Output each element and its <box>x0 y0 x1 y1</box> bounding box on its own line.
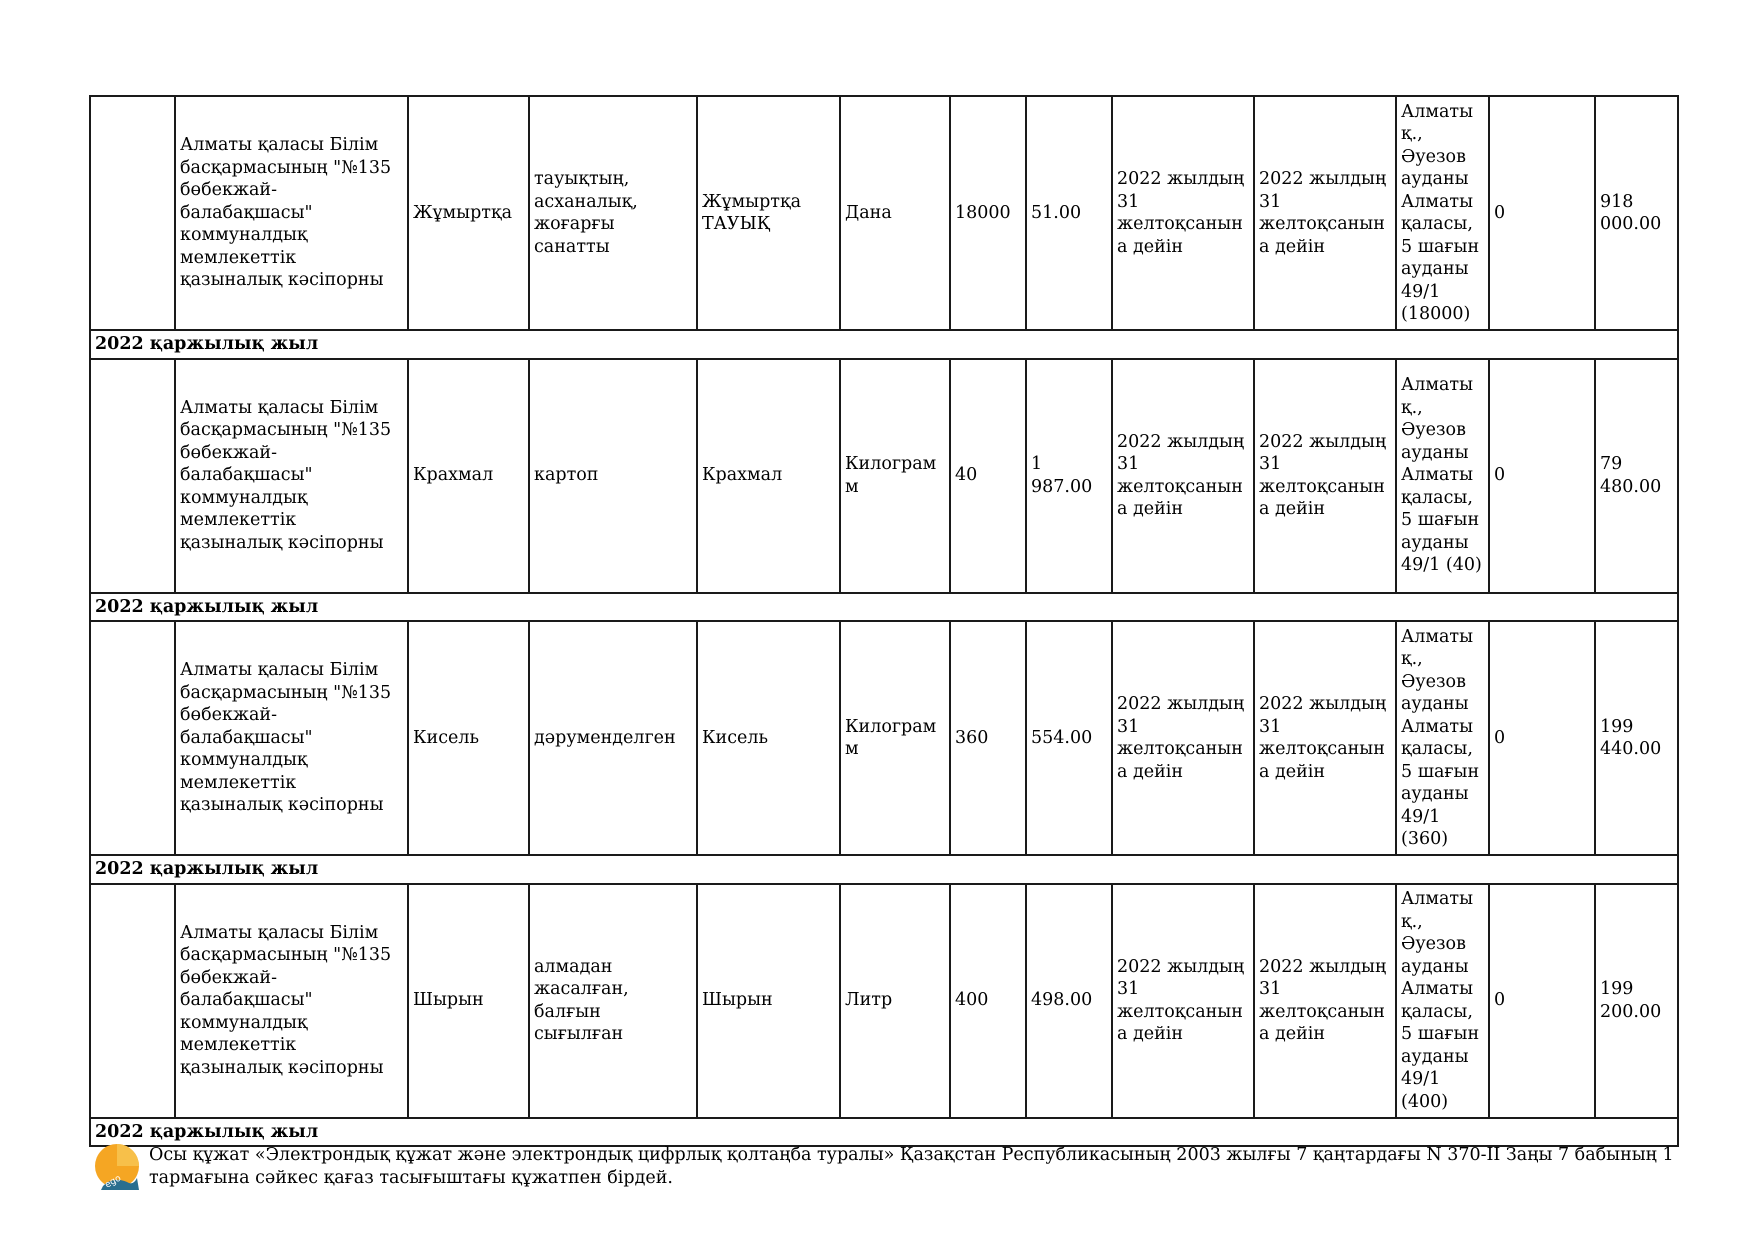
customer-cell: Алматы қаласы Білім басқармасының "№135 бөбекжай-балабақшасы" коммуналдық мемлекеттік қазыналық кәсіпорны <box>175 621 408 855</box>
unit-cell: Килограмм <box>840 359 950 593</box>
product-cell: Жұмыртқа <box>408 96 529 330</box>
advance-cell: 0 <box>1489 884 1595 1118</box>
contract-term-cell: 2022 жылдың 31 желтоқсанына дейін <box>1254 96 1396 330</box>
quantity-cell: 40 <box>950 359 1026 593</box>
fiscal-year-row <box>90 330 1678 359</box>
table-row <box>90 96 1678 330</box>
quantity-cell: 400 <box>950 884 1026 1118</box>
contract-term-cell: 2022 жылдың 31 желтоқсанына дейін <box>1254 884 1396 1118</box>
item-name-cell: Жұмыртқа ТАУЫҚ <box>697 96 840 330</box>
price-cell: 554.00 <box>1026 621 1112 855</box>
unit-cell: Дана <box>840 96 950 330</box>
product-cell: Шырын <box>408 884 529 1118</box>
price-cell: 1 987.00 <box>1026 359 1112 593</box>
fiscal-year-label: 2022 қаржылық жыл <box>90 330 1678 359</box>
contract-term-cell: 2022 жылдың 31 желтоқсанына дейін <box>1254 621 1396 855</box>
item-name-cell: Кисель <box>697 621 840 855</box>
delivery-term-cell: 2022 жылдың 31 желтоқсанына дейін <box>1112 359 1254 593</box>
fiscal-year-row <box>90 593 1678 622</box>
row-number-cell <box>90 96 175 330</box>
row-number-cell <box>90 884 175 1118</box>
product-cell: Кисель <box>408 621 529 855</box>
advance-cell: 0 <box>1489 96 1595 330</box>
customer-cell: Алматы қаласы Білім басқармасының "№135 бөбекжай-балабақшасы" коммуналдық мемлекеттік қазыналық кәсіпорны <box>175 359 408 593</box>
fiscal-year-label: 2022 қаржылық жыл <box>90 1118 1678 1147</box>
product-cell: Крахмал <box>408 359 529 593</box>
table-row <box>90 884 1678 1118</box>
item-name-cell: Крахмал <box>697 359 840 593</box>
quantity-cell: 18000 <box>950 96 1026 330</box>
item-name-cell: Шырын <box>697 884 840 1118</box>
delivery-address-cell: Алматы қ., Әуезов ауданы Алматы қаласы, 5 шағын ауданы 49/1 (40) <box>1396 359 1489 593</box>
egov-sun-logo-icon <box>93 1142 141 1192</box>
sum-cell: 918 000.00 <box>1595 96 1678 330</box>
description-cell: картоп <box>529 359 697 593</box>
delivery-address-cell: Алматы қ., Әуезов ауданы Алматы қаласы, 5 шағын ауданы 49/1 (360) <box>1396 621 1489 855</box>
customer-cell: Алматы қаласы Білім басқармасының "№135 бөбекжай-балабақшасы" коммуналдық мемлекеттік қазыналық кәсіпорны <box>175 96 408 330</box>
fiscal-year-label: 2022 қаржылық жыл <box>90 593 1678 622</box>
unit-cell: Литр <box>840 884 950 1118</box>
svg-text:ego: ego <box>103 1173 124 1191</box>
table-row <box>90 621 1678 855</box>
quantity-cell: 360 <box>950 621 1026 855</box>
sum-cell: 199 200.00 <box>1595 884 1678 1118</box>
table-row <box>90 359 1678 593</box>
price-cell: 498.00 <box>1026 884 1112 1118</box>
row-number-cell <box>90 359 175 593</box>
fiscal-year-label: 2022 қаржылық жыл <box>90 855 1678 884</box>
advance-cell: 0 <box>1489 621 1595 855</box>
price-cell: 51.00 <box>1026 96 1112 330</box>
row-number-cell <box>90 621 175 855</box>
description-cell: тауықтың, асханалық, жоғарғы санатты <box>529 96 697 330</box>
fiscal-year-row <box>90 855 1678 884</box>
delivery-address-cell: Алматы қ., Әуезов ауданы Алматы қаласы, 5 шағын ауданы 49/1 (18000) <box>1396 96 1489 330</box>
sum-cell: 199 440.00 <box>1595 621 1678 855</box>
delivery-term-cell: 2022 жылдың 31 желтоқсанына дейін <box>1112 621 1254 855</box>
delivery-term-cell: 2022 жылдың 31 желтоқсанына дейін <box>1112 96 1254 330</box>
delivery-address-cell: Алматы қ., Әуезов ауданы Алматы қаласы, 5 шағын ауданы 49/1 (400) <box>1396 884 1489 1118</box>
description-cell: дәруменделген <box>529 621 697 855</box>
sum-cell: 79 480.00 <box>1595 359 1678 593</box>
procurement-table <box>89 95 1679 1147</box>
advance-cell: 0 <box>1489 359 1595 593</box>
footer-text: Осы құжат «Электрондық құжат және электрондық цифрлық қолтаңба туралы» Қазақстан Республикасының 2003 жылғы 7 қаңтардағы N 370-II Заңы 7 бабының 1 тармағына сәйкес қағаз тасығыштағы құжатпен бірдей. <box>149 1145 1674 1188</box>
unit-cell: Килограмм <box>840 621 950 855</box>
footer-notice <box>93 1142 1693 1202</box>
description-cell: алмадан жасалған, балғын сығылған <box>529 884 697 1118</box>
customer-cell: Алматы қаласы Білім басқармасының "№135 бөбекжай-балабақшасы" коммуналдық мемлекеттік қазыналық кәсіпорны <box>175 884 408 1118</box>
delivery-term-cell: 2022 жылдың 31 желтоқсанына дейін <box>1112 884 1254 1118</box>
contract-term-cell: 2022 жылдың 31 желтоқсанына дейін <box>1254 359 1396 593</box>
